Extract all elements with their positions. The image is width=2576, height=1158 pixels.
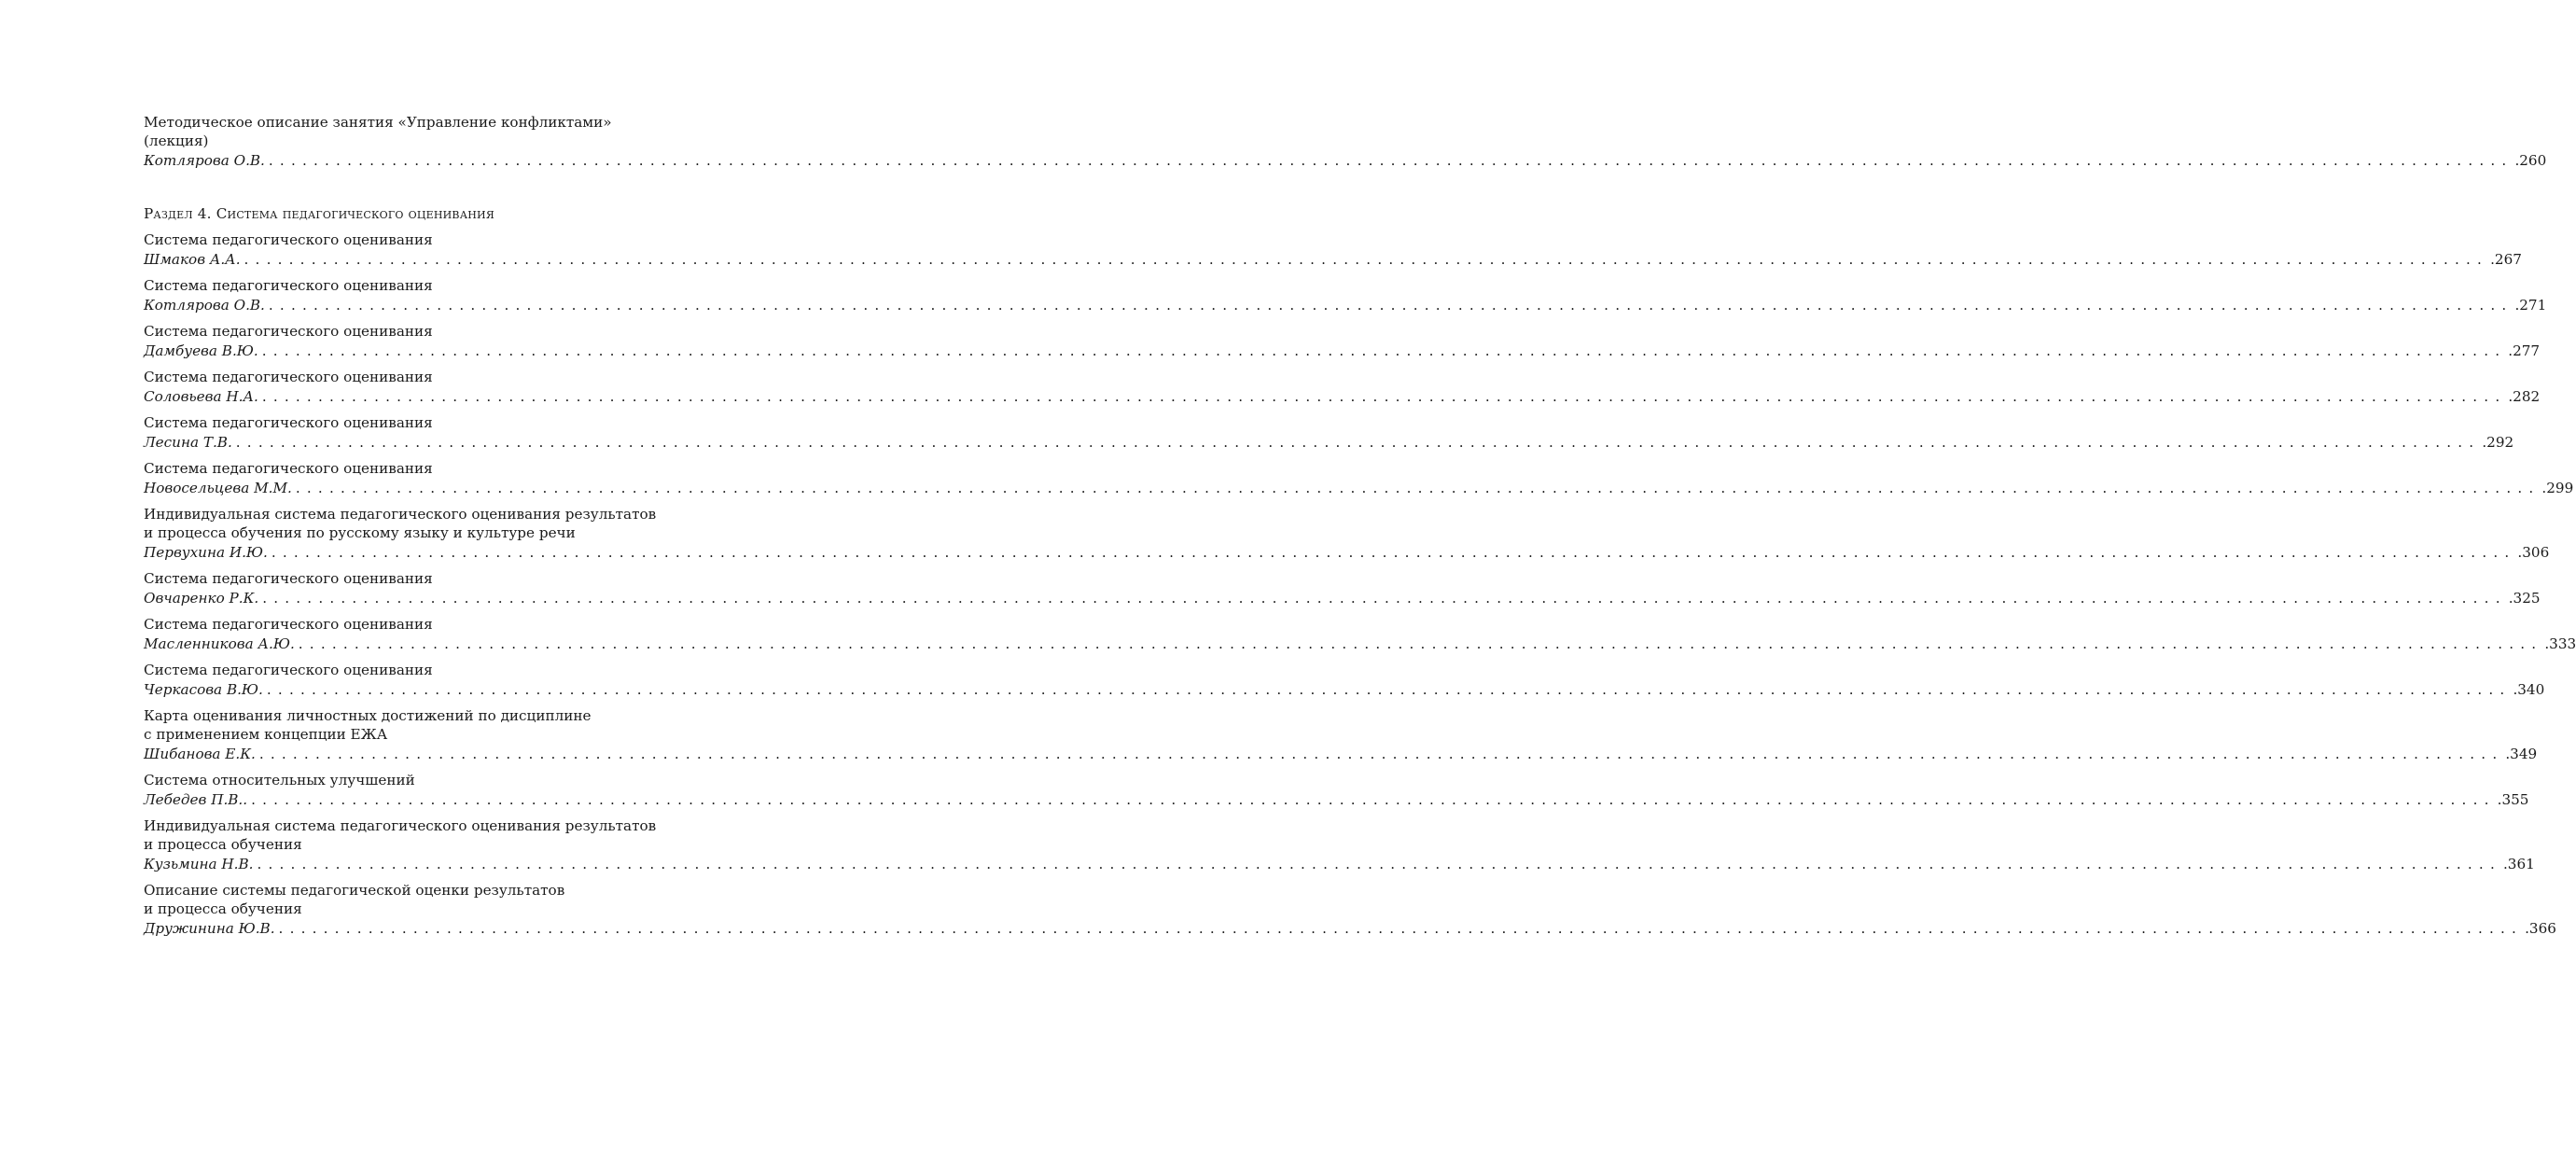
dot-leader: ........................................................................................................................................................................................................: [261, 342, 2507, 359]
entry-page-number: .340: [2513, 681, 2545, 698]
entry-title-line: Индивидуальная система педагогического оценивания результатов: [144, 817, 657, 834]
entry-author: Котлярова О.В.: [144, 297, 265, 314]
entry-author-row: [144, 150, 2547, 171]
toc-entry-list: [144, 230, 2576, 939]
entry-author-row: [144, 789, 2529, 810]
entry-page-number: .306: [2517, 544, 2550, 561]
toc-entry: [144, 615, 2576, 654]
entry-author: Первухина И.Ю.: [144, 544, 268, 561]
entry-page-number: .282: [2508, 388, 2541, 405]
toc-entry: [144, 368, 2541, 407]
entry-title-line: Методическое описание занятия «Управление конфликтами»: [144, 114, 612, 131]
entry-author-row: [144, 634, 2576, 654]
dot-leader: ........................................................................................................................................................................................................: [251, 791, 2496, 808]
entry-page-number: .267: [2490, 251, 2522, 268]
entry-page-number: .325: [2508, 590, 2541, 607]
entry-author: Дамбуева В.Ю.: [144, 342, 258, 359]
entry-page-number: .355: [2497, 791, 2529, 808]
entry-title-line: Система педагогического оценивания: [144, 460, 433, 477]
entry-author: Шибанова Е.К.: [144, 746, 256, 762]
entry-author: Кузьмина Н.В.: [144, 856, 254, 872]
entry-author-row: [144, 679, 2545, 700]
toc-entry: [144, 706, 2538, 764]
entry-title-line: Система педагогического оценивания: [144, 662, 433, 678]
entry-author-row: [144, 854, 2535, 874]
entry-title-line: Система педагогического оценивания: [144, 277, 433, 294]
entry-title-line: с применением концепции ЕЖА: [144, 726, 388, 743]
dot-leader: ........................................................................................................................................................................................................: [262, 590, 2507, 607]
table-of-contents: [144, 113, 2576, 945]
dot-leader: ........................................................................................................................................................................................................: [244, 251, 2489, 268]
entry-author: Лебедев П.В..: [144, 791, 248, 808]
entry-author: Овчаренко Р.К.: [144, 590, 259, 607]
entry-page-number: .361: [2502, 856, 2535, 872]
entry-title-line: Система педагогического оценивания: [144, 323, 433, 340]
dot-leader: ........................................................................................................................................................................................................: [268, 152, 2513, 169]
dot-leader: ........................................................................................................................................................................................................: [258, 746, 2504, 762]
entry-author: Новосельцева М.М.: [144, 480, 292, 496]
entry-page-number: .366: [2525, 920, 2556, 937]
entry-page-number: .271: [2514, 297, 2547, 314]
toc-entry: [144, 322, 2541, 361]
toc-entry: [144, 816, 2535, 874]
dot-leader: ........................................................................................................................................................................................................: [298, 635, 2543, 652]
entry-author: Соловьева Н.А.: [144, 388, 258, 405]
dot-leader: ........................................................................................................................................................................................................: [268, 297, 2513, 314]
entry-author-row: [144, 588, 2541, 608]
entry-page-number: .292: [2482, 434, 2514, 451]
entry-title-line: (лекция): [144, 133, 209, 149]
entry-title-line: Система педагогического оценивания: [144, 369, 433, 385]
entry-author-row: [144, 542, 2550, 563]
toc-entry: [144, 113, 2547, 171]
dot-leader: ........................................................................................................................................................................................................: [271, 544, 2516, 561]
entry-title-line: Карта оценивания личностных достижений по дисциплине: [144, 707, 592, 724]
toc-entry: [144, 505, 2550, 563]
entry-page-number: .349: [2505, 746, 2538, 762]
entry-author: Лесина Т.В.: [144, 434, 232, 451]
dot-leader: ........................................................................................................................................................................................................: [261, 388, 2507, 405]
toc-entry: [144, 459, 2574, 498]
toc-entry: [144, 661, 2545, 700]
toc-entry: [144, 276, 2547, 315]
entry-author: Черкасова В.Ю.: [144, 681, 263, 698]
entry-title-line: Система педагогического оценивания: [144, 616, 433, 633]
entry-title-line: Система педагогического оценивания: [144, 570, 433, 587]
entry-title-line: Описание системы педагогической оценки результатов: [144, 882, 565, 899]
dot-leader: ........................................................................................................................................................................................................: [266, 681, 2512, 698]
toc-entry: [144, 569, 2541, 608]
dot-leader: ........................................................................................................................................................................................................: [278, 920, 2524, 937]
entry-author: Масленникова А.Ю.: [144, 635, 295, 652]
entry-author-row: [144, 386, 2541, 407]
entry-page-number: .333: [2544, 635, 2576, 652]
dot-leader: ........................................................................................................................................................................................................: [257, 856, 2501, 872]
dot-leader: ........................................................................................................................................................................................................: [235, 434, 2481, 451]
toc-entry: [144, 771, 2529, 810]
entry-author-row: [144, 249, 2522, 270]
entry-author-row: [144, 744, 2538, 764]
entry-page-number: .260: [2514, 152, 2547, 169]
entry-author-row: [144, 918, 2556, 939]
entry-author-row: [144, 341, 2541, 361]
entry-title-line: Система относительных улучшений: [144, 772, 415, 788]
entry-author-row: [144, 432, 2514, 453]
entry-page-number: .277: [2508, 342, 2541, 359]
entry-title-line: и процесса обучения по русскому языку и культуре речи: [144, 524, 576, 541]
entry-title-line: Система педагогического оценивания: [144, 414, 433, 431]
entry-title-line: Индивидуальная система педагогического оценивания результатов: [144, 506, 657, 523]
toc-entry: [144, 230, 2522, 270]
entry-author-row: [144, 478, 2574, 498]
entry-author: Шмаков А.А.: [144, 251, 241, 268]
entry-author: Котлярова О.В.: [144, 152, 265, 169]
entry-title-line: Система педагогического оценивания: [144, 231, 433, 248]
toc-entry: [144, 413, 2514, 453]
entry-author: Дружинина Ю.В.: [144, 920, 275, 937]
entry-title-line: и процесса обучения: [144, 900, 302, 917]
entry-page-number: .299: [2541, 480, 2574, 496]
toc-entry: [144, 881, 2556, 939]
entry-author-row: [144, 295, 2547, 315]
entry-title-line: и процесса обучения: [144, 836, 302, 853]
section-heading: Раздел 4. Система педагогического оценивания: [144, 205, 494, 222]
dot-leader: ........................................................................................................................................................................................................: [295, 480, 2541, 496]
